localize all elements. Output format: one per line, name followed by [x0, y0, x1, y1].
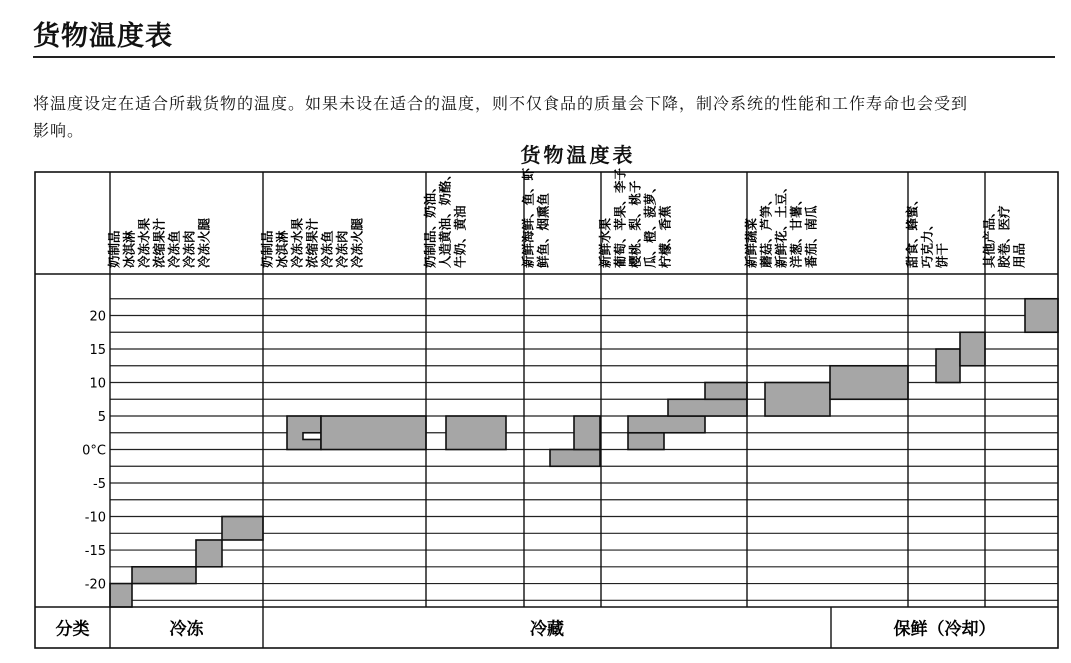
bar-g2-b0	[446, 416, 506, 450]
category-item-label: 甜食、蜂蜜、	[904, 192, 920, 268]
category-item-label: 新鲜花、土豆、	[773, 180, 789, 268]
category-item-label: 洋葱、甘薯、	[788, 192, 804, 268]
section-label: 冷藏	[530, 619, 564, 640]
category-item-label: 人造黄油、奶酪、	[437, 167, 453, 268]
category-item-label: 新鲜水果	[597, 217, 613, 268]
category-item-label: 冷冻肉	[181, 230, 197, 268]
category-item-label: 奶制品	[259, 230, 275, 268]
bar-g1-b2	[321, 416, 426, 450]
bar-g4-b2	[668, 399, 747, 416]
category-item-label: 冰淇淋	[121, 230, 137, 268]
category-item-label: 巧克力、	[919, 217, 935, 268]
category-item-label: 蘑菇、芦笋、	[758, 192, 774, 268]
category-item-label: 番茄、南瓜	[803, 205, 819, 268]
category-item-label: 冷冻鱼	[319, 230, 335, 268]
bar-g6-b0	[936, 349, 960, 383]
category-item-label: 柠檬、香蕉	[657, 205, 673, 268]
bar-g0-b0	[110, 584, 132, 607]
category-item-label: 冷冻火腿	[196, 217, 212, 268]
y-tick-label: 15	[89, 343, 106, 359]
category-item-label: 奶制品	[106, 230, 122, 268]
category-item-label: 冷冻火腿	[349, 217, 365, 268]
bar-g3-b0	[550, 450, 600, 467]
category-item-label: 冷冻肉	[334, 230, 350, 268]
category-item-label: 冷冻水果	[136, 217, 152, 268]
page-title: 货物温度表	[33, 21, 173, 52]
category-item-label: 浓缩果汁	[151, 217, 167, 268]
y-tick-label: -15	[84, 544, 106, 560]
category-item-label: 冷冻水果	[289, 217, 305, 268]
y-tick-label: 0°C	[82, 443, 106, 459]
section-label: 冷冻	[169, 619, 204, 640]
bar-g0-b2	[196, 540, 222, 567]
category-item-label: 新鲜蔬菜	[743, 217, 759, 268]
y-tick-label: -5	[93, 477, 106, 493]
category-item-label: 樱桃、梨、桃子	[627, 180, 643, 268]
bar-g1-b1	[303, 433, 321, 440]
category-item-label: 其他产品、	[981, 205, 997, 268]
bar-g7-b0	[1025, 299, 1058, 333]
y-tick-label: -20	[84, 577, 106, 593]
category-item-label: 用品	[1011, 242, 1027, 268]
y-tick-label: 5	[97, 410, 106, 426]
bar-g5-b1	[830, 366, 908, 400]
bar-g4-b1	[628, 416, 705, 433]
category-item-label: 鲜鱼、烟熏鱼	[535, 192, 551, 268]
chart-bars	[110, 299, 1058, 607]
category-item-label: 瓜、橙、菠萝、	[642, 180, 658, 268]
category-item-label: 胶卷、医疗	[996, 205, 1012, 268]
category-label: 分类	[55, 619, 90, 640]
category-item-label: 冰淇淋	[274, 230, 290, 268]
category-item-label: 冷冻鱼	[166, 230, 182, 268]
y-tick-label: -10	[84, 510, 106, 526]
y-tick-label: 10	[89, 376, 106, 392]
bar-g0-b1	[132, 567, 196, 584]
category-item-label: 饼干	[934, 242, 950, 268]
intro-paragraph: 将温度设定在适合所载货物的温度。如果未设在适合的温度，则不仅食品的质量会下降，制冷系统的性能和工作寿命也会受到影响。	[33, 94, 969, 140]
bar-g6-b1	[960, 332, 985, 366]
section-label: 保鲜（冷却）	[893, 619, 996, 640]
bar-g3-b1	[574, 416, 600, 450]
category-item-label: 奶制品、奶油、	[422, 180, 438, 268]
chart-labels	[56, 167, 1027, 639]
chart-title: 货物温度表	[520, 143, 636, 167]
y-tick-label: 20	[89, 309, 106, 325]
category-item-label: 葡萄、苹果、李子	[612, 167, 628, 268]
bar-g5-b0	[765, 383, 830, 417]
category-item-label: 浓缩果汁	[304, 217, 320, 268]
bar-g4-b3	[705, 383, 747, 400]
category-item-label: 牛奶、黄油	[452, 205, 468, 268]
bar-g4-b0	[628, 433, 664, 450]
category-item-label: 新鲜海鲜、鱼、虾	[520, 167, 536, 268]
bar-g0-b3	[222, 517, 263, 540]
